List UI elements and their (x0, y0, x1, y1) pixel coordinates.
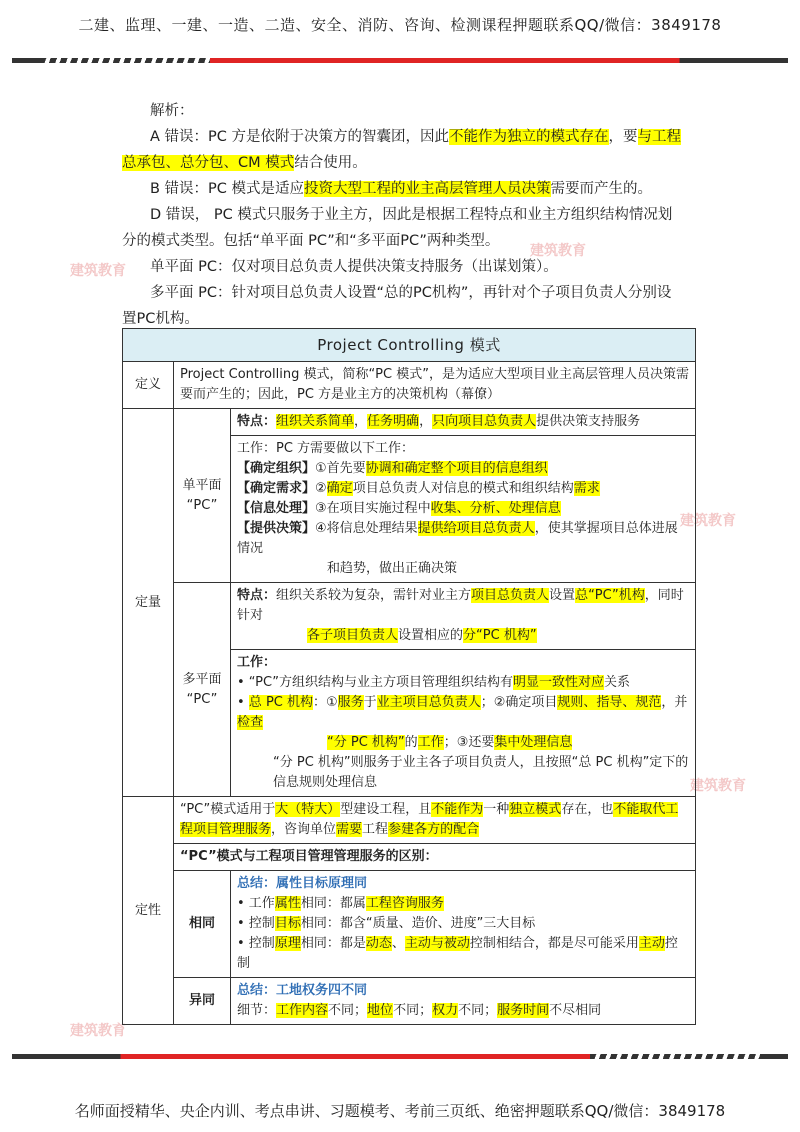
page-footer: 名师面授精华、央企内训、考点串讲、习题模考、考前三页纸、绝密押题联系QQ/微信：3849178 (74, 1102, 726, 1120)
same-cell: 总结：属性目标原理同 • 工作属性相同：都属工程咨询服务 • 控制目标相同：都含“质量、造价、进度”三大目标 • 控制原理相同：都是动态、主动与被动控制相结合，都是尽可能采用主动控制 (231, 871, 696, 978)
multi-work: 工作： • “PC”方组织结构与业主方项目管理组织结构有明显一致性对应关系 • 总 PC 机构：①服务于业主项目总负责人；②确定项目规则、指导、规范，并检查 “分 PC 机构”的工作；③还要集中处理信息 “分 PC 机构”则服务于业主各子项目负责人，且按照“总 PC 机构”定下的信息规则处理信息 (237, 655, 689, 790)
multi-plane-cell (231, 583, 696, 797)
table-title: Project Controlling 模式 (123, 329, 696, 362)
multi-feature: 特点：组织关系较为复杂，需针对业主方项目总负责人设置总“PC”机构，同时针对 各子项目负责人设置相应的分“PC 机构” (231, 583, 695, 650)
analysis-b: B 错误：PC 模式是适应投资大型工程的业主高层管理人员决策需要而产生的。 (150, 181, 653, 197)
multi-plane-label: 多平面 “PC” (174, 583, 231, 797)
table-row (123, 871, 696, 978)
table-row (123, 362, 696, 409)
diff-cell: 总结：工地权务四不同 细节：工作内容不同；地位不同；权力不同；服务时间不尽相同 (231, 978, 696, 1025)
single-feature: 特点：组织关系简单，任务明确，只向项目总负责人提供决策支持服务 (231, 409, 695, 436)
analysis-multi: 多平面 PC：针对项目总负责人设置“总的PC机构”，再针对个子项目负责人分别设置PC机构。 (122, 285, 672, 327)
diff-label: 异同 (174, 978, 231, 1025)
table-row (123, 844, 696, 871)
single-plane-cell (231, 409, 696, 583)
same-label: 相同 (174, 871, 231, 978)
page-header: 二建、监理、一建、一造、二造、安全、消防、咨询、检测课程押题联系QQ/微信：3849178 (78, 16, 722, 34)
watermark-logo: 建筑教育 (680, 513, 736, 529)
def-label: 定义 (123, 362, 174, 409)
watermark-logo: 建筑教育 (530, 243, 586, 259)
watermark-logo: 建筑教育 (70, 263, 126, 279)
def-text: Project Controlling 模式，简称“PC 模式”，是为适应大型项目业主高层管理人员决策需要而产生的；因此，PC 方是业主方的决策机构（幕僚） (174, 362, 696, 409)
table-row (123, 797, 696, 844)
watermark-logo: 建筑教育 (70, 1023, 126, 1039)
header-stripes (40, 58, 210, 63)
quant-label: 定量 (123, 409, 174, 797)
analysis-heading: 解析： (150, 103, 194, 119)
single-work: 工作：PC 方需要做以下工作： 【确定组织】①首先要协调和确定整个项目的信息组织 【确定需求】②确定项目总负责人对信息的模式和组织结构需求 【信息处理】③在项目实施过程中收集、分析、处理信息 【提供决策】④将信息处理结果提供给项目总负责人，使其掌握项目总体进展情况 和趋势，做出正确决策 (237, 441, 678, 576)
table-row (123, 978, 696, 1025)
analysis-a: A 错误：PC 方是依附于决策方的智囊团，因此不能作为独立的模式存在，要与工程总承包、总分包、CM 模式结合使用。 (122, 129, 682, 171)
pc-mode-table (122, 328, 696, 1025)
analysis-d: D 错误， PC 模式只服务于业主方，因此是根据工程特点和业主方组织结构情况划分的模式类型。包括“单平面 PC”和“多平面PC”两种类型。 (122, 207, 673, 249)
qual-label: 定性 (123, 797, 174, 1025)
analysis-single: 单平面 PC：仅对项目总负责人提供决策支持服务（出谋划策）。 (150, 259, 558, 275)
table-row (123, 583, 696, 797)
table-row (123, 409, 696, 583)
footer-stripes (590, 1054, 760, 1059)
watermark-logo: 建筑教育 (690, 778, 746, 794)
qual-applicability: “PC”模式适用于大（特大）型建设工程，且不能作为一种独立模式存在，也不能取代工程项目管理服务，咨询单位需要工程参建各方的配合 (174, 797, 696, 844)
analysis-section (122, 98, 682, 332)
single-plane-label: 单平面 “PC” (174, 409, 231, 583)
qual-difference-heading: “PC”模式与工程项目管理管理服务的区别： (174, 844, 696, 871)
